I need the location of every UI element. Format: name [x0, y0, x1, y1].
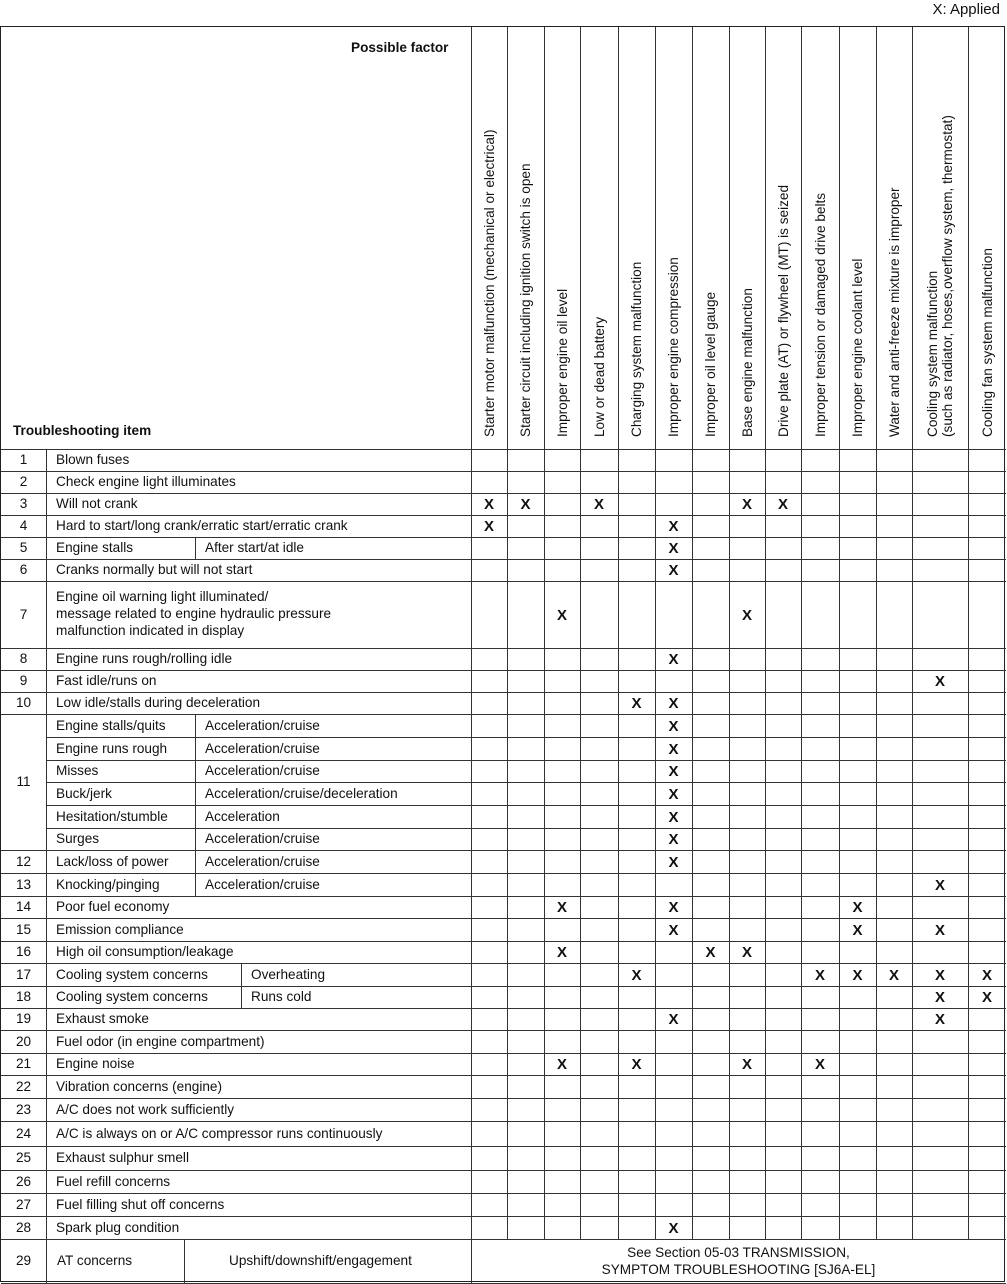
applied-mark: X	[668, 695, 679, 712]
applied-mark: X	[668, 562, 679, 579]
factor-label-6: Improper engine compression	[666, 257, 681, 437]
sub-column-divider	[241, 963, 242, 986]
row-number: 17	[15, 966, 32, 982]
sub-column-divider	[195, 782, 196, 805]
header-divider	[1, 449, 1006, 450]
row-item-label: Lack/loss of power	[56, 853, 169, 869]
factor-label-12: Water and anti-freeze mixture is improper	[886, 187, 902, 437]
factor-column-divider	[912, 27, 913, 1239]
sub-column-divider	[195, 737, 196, 760]
row-condition-label: After start/at idle	[205, 540, 304, 555]
row-item-label: Exhaust smoke	[56, 1011, 149, 1026]
row-condition-label: Acceleration	[205, 808, 280, 824]
factor-column-divider	[692, 27, 693, 1239]
factor-label-14: Cooling fan system malfunction	[979, 248, 995, 437]
factor-column-divider	[765, 27, 766, 1239]
row-divider	[1, 941, 1006, 942]
applied-mark: X	[934, 989, 945, 1006]
row-number: 12	[15, 853, 32, 869]
row-item-label: Hard to start/long crank/erratic start/erratic crank	[56, 518, 348, 533]
factor-label-9: Drive plate (AT) or flywheel (MT) is seized	[775, 184, 791, 437]
applied-mark: X	[668, 899, 679, 916]
applied-mark: X	[934, 921, 945, 939]
row-divider	[1, 1121, 1006, 1122]
row-divider	[1, 1008, 1006, 1009]
row-item-label: Check engine light illuminates	[56, 474, 236, 489]
row-number: 10	[15, 695, 32, 710]
row-divider	[1, 986, 1006, 987]
row-number: 21	[15, 1056, 32, 1071]
row-divider	[1, 559, 1006, 560]
row-number: 25	[15, 1150, 32, 1165]
row-item-label: Will not crank	[56, 496, 138, 511]
factor-label-13: Cooling system malfunction (such as radiator, hoses,overflow system, thermostat)	[925, 115, 955, 437]
sub-column-divider	[195, 828, 196, 850]
sub-column-divider	[195, 537, 196, 559]
sub-column-divider	[184, 1239, 185, 1283]
row-divider	[1, 896, 1006, 897]
row-item-label: Cooling system concerns	[56, 966, 208, 982]
applied-mark: X	[852, 966, 863, 984]
row-number: 11	[16, 774, 31, 789]
row-item-label: Knocking/pinging	[56, 876, 160, 892]
row-item-label: Cooling system concerns	[56, 989, 208, 1004]
sub-column-divider	[195, 760, 196, 782]
row-divider	[1, 963, 1006, 964]
row-condition-label: Acceleration/cruise	[205, 876, 320, 892]
factor-column-divider	[801, 27, 802, 1239]
row-divider	[1, 918, 1006, 919]
applied-mark: X	[852, 899, 863, 916]
row-item-label: Poor fuel economy	[56, 899, 170, 914]
row-number: 19	[15, 1011, 32, 1026]
row-item-label: Buck/jerk	[56, 785, 112, 801]
applied-mark: X	[556, 1056, 567, 1073]
legend-applied: X: Applied	[932, 1, 1000, 18]
row-number: 4	[19, 518, 28, 533]
row-divider	[1, 1030, 1006, 1031]
row-number: 29	[15, 1253, 32, 1268]
number-column-divider	[46, 449, 47, 1283]
applied-mark: X	[668, 853, 679, 871]
row-divider	[1, 471, 1006, 472]
factor-label-4: Low or dead battery	[591, 316, 607, 437]
sub-column-divider	[195, 850, 196, 873]
row-divider	[1, 850, 1006, 851]
row-divider	[1, 1239, 1006, 1240]
row-number: 9	[19, 673, 28, 688]
sub-column-divider	[195, 714, 196, 737]
applied-mark: X	[852, 921, 863, 939]
row-item-label: A/C is always on or A/C compressor runs continuously	[56, 1125, 383, 1141]
row-condition-label: Acceleration/cruise	[205, 853, 320, 869]
row-divider	[1, 714, 1006, 715]
factor-column-divider	[839, 27, 840, 1239]
applied-mark: X	[631, 966, 642, 984]
row-item-label: Engine noise	[56, 1056, 135, 1071]
row-divider	[1, 1053, 1006, 1054]
row-number: 28	[15, 1219, 32, 1235]
row-divider	[1, 670, 1006, 671]
row-divider	[1, 581, 1006, 582]
row-condition-label: Runs cold	[251, 989, 312, 1004]
factor-label-8: Base engine malfunction	[739, 288, 755, 437]
factor-column-divider	[580, 27, 581, 1239]
applied-mark: X	[741, 944, 752, 961]
row-number: 27	[15, 1196, 32, 1212]
row-condition-label: Acceleration/cruise	[205, 831, 320, 846]
factor-column-divider	[471, 27, 472, 1239]
row-divider	[1, 648, 1006, 649]
row-divider	[46, 760, 1006, 761]
row29-note: See Section 05-03 TRANSMISSION, SYMPTOM TROUBLESHOOTING [SJ6A-EL]	[601, 1245, 876, 1277]
row-condition-label: Acceleration/cruise	[205, 763, 320, 778]
applied-mark: X	[668, 831, 679, 848]
row-item-label: Fuel refill concerns	[56, 1173, 171, 1189]
row-divider	[1, 692, 1006, 693]
row-item-label: AT concerns	[57, 1253, 133, 1268]
row-number: 13	[15, 876, 32, 892]
applied-mark: X	[556, 606, 567, 624]
factor-column-divider	[544, 27, 545, 1239]
applied-mark: X	[668, 518, 679, 535]
row-number: 8	[19, 651, 28, 666]
factor-column-divider	[507, 27, 508, 1239]
row-number: 2	[19, 474, 28, 489]
factor-column-divider	[655, 27, 656, 1239]
applied-mark: X	[888, 966, 899, 984]
row-number: 24	[15, 1125, 32, 1141]
possible-factor-header: Possible factor	[351, 40, 449, 55]
row-divider	[1, 515, 1006, 516]
row-number: 5	[19, 540, 28, 555]
row-divider	[46, 828, 1006, 829]
applied-mark: X	[934, 1011, 945, 1028]
applied-mark: X	[741, 1056, 752, 1073]
row-number: 18	[15, 989, 32, 1004]
row-item-label: High oil consumption/leakage	[56, 944, 234, 959]
row-number: 15	[15, 921, 32, 937]
factor-label-5: Charging system malfunction	[629, 261, 644, 437]
row-item-label: Vibration concerns (engine)	[56, 1078, 222, 1094]
sub-column-divider	[241, 986, 242, 1008]
row-condition-label: Acceleration/cruise/deceleration	[205, 785, 398, 801]
applied-mark: X	[556, 899, 567, 916]
row-item-label: Fuel filling shut off concerns	[56, 1196, 225, 1212]
row-item-label: Cranks normally but will not start	[56, 562, 253, 577]
factor-label-10: Improper tension or damaged drive belts	[812, 192, 828, 437]
applied-mark: X	[981, 989, 992, 1006]
factor-column-divider	[729, 27, 730, 1239]
row-item-label: Misses	[56, 763, 99, 778]
row-divider	[46, 782, 1006, 783]
row-number: 16	[15, 944, 32, 959]
applied-mark: X	[934, 876, 945, 894]
factor-label-3: Improper engine oil level	[554, 288, 570, 437]
row-item-label: Fast idle/runs on	[56, 673, 157, 688]
factor-label-11: Improper engine coolant level	[850, 258, 865, 437]
applied-mark: X	[668, 1011, 679, 1028]
applied-mark: X	[934, 966, 945, 984]
applied-mark: X	[631, 1056, 642, 1073]
applied-mark: X	[981, 966, 992, 984]
row-number: 26	[15, 1173, 32, 1189]
row-divider	[1, 537, 1006, 538]
applied-mark: X	[631, 695, 642, 712]
applied-mark: X	[668, 921, 679, 939]
row-condition-label: Overheating	[251, 966, 326, 982]
row-number: 20	[15, 1033, 32, 1049]
row-item-label: Blown fuses	[56, 452, 130, 467]
applied-mark: X	[668, 763, 679, 780]
applied-mark: X	[593, 496, 604, 513]
factor-column-divider	[876, 27, 877, 1239]
applied-mark: X	[483, 496, 494, 513]
row-item-label: Engine stalls	[56, 540, 134, 555]
applied-mark: X	[520, 496, 531, 513]
row-divider	[46, 805, 1006, 806]
row-divider	[1, 1075, 1006, 1076]
applied-mark: X	[668, 808, 679, 826]
row-number: 7	[19, 606, 28, 622]
row-number: 1	[19, 452, 28, 467]
factor-label-1: Starter motor malfunction (mechanical or electrical)	[481, 129, 497, 437]
row-item-label: Engine stalls/quits	[56, 717, 166, 733]
row-item-label: Spark plug condition	[56, 1219, 180, 1235]
row-item-label: Hesitation/stumble	[56, 808, 168, 824]
sub-column-divider	[195, 805, 196, 828]
applied-mark: X	[668, 785, 679, 803]
applied-mark: X	[741, 606, 752, 624]
row-condition-label: Acceleration/cruise	[205, 740, 320, 756]
row-divider	[1, 493, 1006, 494]
row-condition-label: Acceleration/cruise	[205, 717, 320, 733]
applied-mark: X	[668, 740, 679, 758]
applied-mark: X	[777, 496, 788, 513]
factor-label-2: Starter circuit including ignition switch is open	[518, 163, 533, 437]
applied-mark: X	[668, 717, 679, 735]
row-divider	[1, 873, 1006, 874]
row-condition-label: Upshift/downshift/engagement	[229, 1253, 412, 1268]
applied-mark: X	[814, 1056, 825, 1073]
row-item-label: Surges	[56, 831, 100, 846]
troubleshooting-matrix	[0, 26, 1005, 1282]
row-number: 14	[15, 899, 32, 914]
row-number: 23	[15, 1101, 32, 1117]
row-item-label: Emission compliance	[56, 921, 184, 937]
row-item-label: Fuel odor (in engine compartment)	[56, 1033, 265, 1049]
row-number: 3	[19, 496, 28, 511]
row-divider	[1, 1216, 1006, 1217]
applied-mark: X	[705, 944, 716, 961]
applied-mark: X	[483, 518, 494, 535]
factor-label-7: Improper oil level gauge	[703, 291, 718, 437]
factor-column-divider	[968, 27, 969, 1239]
row-item-label: Engine runs rough	[56, 740, 168, 756]
row-item-label: A/C does not work sufficiently	[56, 1101, 235, 1117]
row-divider	[46, 737, 1006, 738]
sub-column-divider	[195, 873, 196, 896]
row-divider	[1, 1170, 1006, 1171]
row-item-label: Engine runs rough/rolling idle	[56, 651, 233, 666]
applied-mark: X	[814, 966, 825, 984]
row-item-label: Engine oil warning light illuminated/ message related to engine hydraulic pressure malfunction indicated in display	[56, 589, 332, 638]
applied-mark: X	[934, 673, 945, 690]
applied-mark: X	[668, 651, 679, 668]
applied-mark: X	[668, 1219, 679, 1237]
troubleshooting-item-header: Troubleshooting item	[13, 423, 152, 438]
applied-mark: X	[668, 540, 679, 557]
row-number: 22	[15, 1078, 32, 1094]
row-number: 6	[19, 562, 28, 577]
row-divider	[1, 1146, 1006, 1147]
row-item-label: Low idle/stalls during deceleration	[56, 695, 261, 710]
factor-column-divider	[618, 27, 619, 1239]
row-divider	[1, 1098, 1006, 1099]
row-item-label: Exhaust sulphur smell	[56, 1150, 189, 1165]
applied-mark: X	[556, 944, 567, 961]
row-divider	[1, 1193, 1006, 1194]
applied-mark: X	[741, 496, 752, 513]
